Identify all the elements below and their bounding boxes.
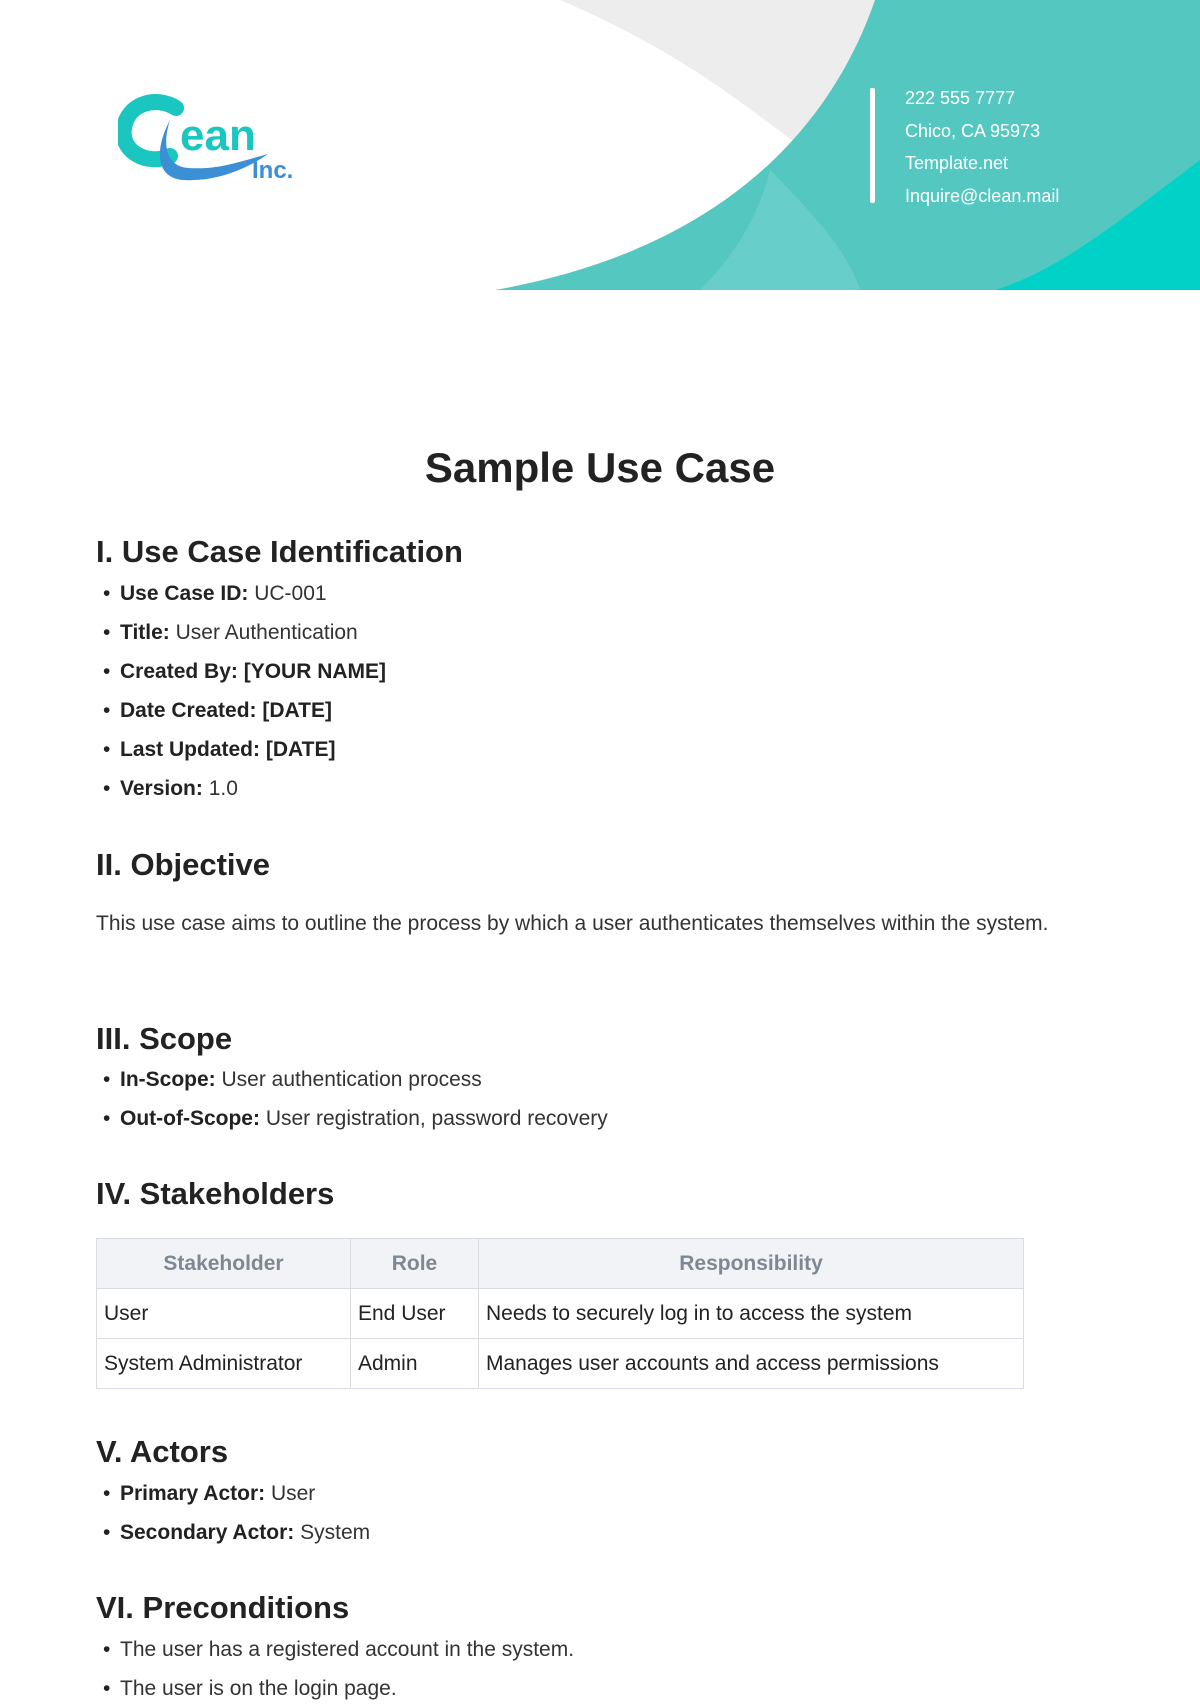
item-value: User Authentication: [169, 621, 358, 644]
item-value: 1.0: [202, 777, 238, 800]
item-value: [DATE]: [256, 699, 332, 722]
list-item: [103, 730, 386, 769]
logo-c-mark: [124, 102, 176, 159]
section-heading-scope: III. Scope: [96, 1021, 233, 1056]
table-row: [97, 1289, 1024, 1339]
contact-address: Chico, CA 95973: [905, 120, 1041, 141]
column-header: Responsibility: [479, 1239, 1024, 1289]
contact-website[interactable]: Template.net: [905, 153, 1009, 173]
item-label: Title:: [120, 621, 170, 644]
contact-divider: [870, 88, 875, 203]
identification-list: [103, 574, 386, 808]
scope-list: [103, 1060, 608, 1138]
list-item: [103, 1513, 370, 1552]
table-cell: User: [97, 1289, 351, 1339]
item-value: User registration, password recovery: [259, 1107, 608, 1130]
item-label: In-Scope:: [120, 1068, 216, 1091]
table-header-row: [97, 1239, 1024, 1289]
item-value: User: [265, 1482, 316, 1505]
section-heading-identification: I. Use Case Identification: [96, 534, 463, 569]
list-item: [103, 1474, 370, 1513]
table-cell: Manages user accounts and access permissions: [479, 1339, 1024, 1389]
company-logo: [118, 90, 318, 190]
list-item: • The user is on the login page.: [103, 1669, 574, 1708]
section-heading-stakeholders: IV. Stakeholders: [96, 1176, 335, 1211]
actors-list: [103, 1474, 370, 1552]
item-value: System: [294, 1521, 371, 1544]
list-item: [103, 1099, 608, 1138]
table-cell: System Administrator: [97, 1339, 351, 1389]
section-heading-objective: II. Objective: [96, 847, 271, 882]
item-label: Date Created:: [120, 699, 257, 722]
item-label: Use Case ID:: [120, 582, 249, 605]
item-label: Secondary Actor:: [120, 1521, 295, 1544]
column-header: Stakeholder: [97, 1239, 351, 1289]
item-value: [DATE]: [260, 738, 336, 761]
contact-phone: 222 555 7777: [905, 88, 1016, 108]
section-heading-preconditions: VI. Preconditions: [96, 1590, 350, 1625]
objective-text: This use case aims to outline the process by which a user authenticates themselves within the system.: [96, 912, 1049, 935]
item-value: UC-001: [248, 582, 327, 605]
item-label: Last Updated:: [120, 738, 261, 761]
document-title: Sample Use Case: [424, 444, 776, 491]
table-cell: Needs to securely log in to access the system: [479, 1289, 1024, 1339]
list-item: [103, 613, 386, 652]
logo-ean-text: ean: [180, 111, 256, 160]
stakeholders-table: [96, 1238, 1024, 1389]
column-header: Role: [351, 1239, 479, 1289]
item-label: Out-of-Scope:: [120, 1107, 260, 1130]
contact-email[interactable]: Inquire@clean.mail: [905, 185, 1060, 206]
contact-info: [905, 82, 1059, 212]
table-cell: Admin: [351, 1339, 479, 1389]
list-item: [103, 691, 386, 730]
list-item: [103, 574, 386, 613]
logo-inc-text: Inc.: [252, 157, 294, 184]
table-cell: End User: [351, 1289, 479, 1339]
list-item: • The user has a registered account in the system.: [103, 1630, 574, 1669]
list-item: [103, 1060, 608, 1099]
section-heading-actors: V. Actors: [96, 1434, 229, 1469]
item-label: Primary Actor:: [120, 1482, 266, 1505]
list-item: [103, 769, 386, 808]
item-label: Version:: [120, 777, 203, 800]
list-item: [103, 652, 386, 691]
preconditions-list: [103, 1630, 574, 1708]
item-value: [YOUR NAME]: [237, 660, 387, 683]
item-value: User authentication process: [215, 1068, 482, 1091]
item-label: Created By:: [120, 660, 238, 683]
table-row: [97, 1339, 1024, 1389]
